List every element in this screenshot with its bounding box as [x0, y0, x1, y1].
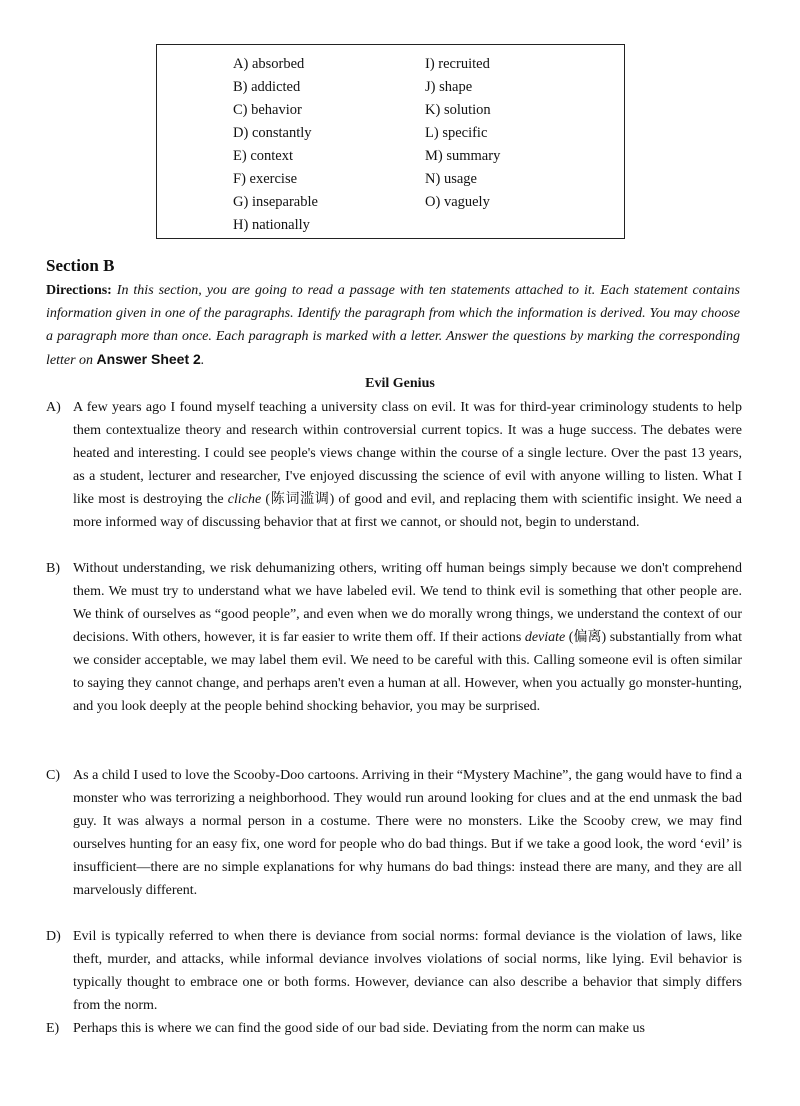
paragraph-text: Without understanding, we risk dehumanizing others, writing off human beings simply because we don't comprehend them. We must try to understand what we have labeled evil. We tend to think evil is something that other people are. We think of ourselves as “good people”, and even when we do morally wrong things, we understand the context of our decisions. With others, however, it is far easier to write them off. If their actions — [73, 561, 742, 645]
answer-sheet-label: Answer Sheet 2 — [96, 351, 201, 368]
paragraph-term: deviate — [524, 630, 566, 645]
option-letter: B) — [233, 79, 248, 95]
option-letter: K) — [425, 102, 441, 118]
word-bank-item — [233, 99, 318, 122]
paragraph-label: D) — [46, 929, 61, 944]
option-letter: G) — [233, 194, 249, 210]
word-bank-item — [233, 191, 318, 214]
option-word: context — [250, 148, 293, 164]
word-bank-item — [425, 168, 500, 191]
option-letter: D) — [233, 125, 249, 141]
passage-title: Evil Genius — [365, 376, 435, 391]
paragraph-gloss: (偏离) — [565, 630, 607, 645]
option-letter: L) — [425, 125, 439, 141]
word-bank-right-column — [425, 53, 500, 214]
option-word: constantly — [251, 125, 312, 141]
word-bank-item — [425, 99, 500, 122]
paragraph-text: As a child I used to love the Scooby-Doo cartoons. Arriving in their “Mystery Machine”, the gang would have to find a monster who was terrorizing a neighborhood. They would run around looking for clues and at the end unmask the bad guy. It was always a normal person in a costume. There were no monsters. Like the Scooby crew, we may find ourselves hunting for an easy fix, one word for people who do bad things. But if we take a good look, the word ‘evil’ is insufficient—there are no simple explanations for why humans do bad things: instead there are many, and they are all marvelously different. — [73, 768, 742, 898]
paragraph-term: cliche — [227, 492, 262, 507]
paragraph-text: Perhaps this is where we can find the good side of our bad side. Deviating from the norm can make us — [73, 1021, 645, 1036]
paragraph-e — [46, 1017, 742, 1040]
option-letter: C) — [233, 102, 248, 118]
word-bank-item — [233, 122, 318, 145]
option-word: shape — [439, 79, 473, 95]
option-letter: O) — [425, 194, 441, 210]
option-letter: N) — [425, 171, 441, 187]
option-word: vaguely — [443, 194, 490, 210]
option-word: usage — [443, 171, 477, 187]
option-word: specific — [442, 125, 488, 141]
word-bank-item — [233, 168, 318, 191]
option-word: recruited — [438, 56, 490, 72]
option-letter: F) — [233, 171, 246, 187]
section-title: Section B — [46, 256, 115, 275]
word-bank-item — [425, 76, 500, 99]
directions-label: Directions: — [46, 283, 112, 298]
directions-text — [46, 283, 740, 368]
option-letter: I) — [425, 56, 435, 72]
paragraph-text: substantially from what we consider acceptable, we may label them evil. We need to be careful with this. Calling someone evil is often similar to saying they cannot change, and perhaps aren't even a human at all. However, when you actually go monster-hunting, and you look deeply at the people behind shocking behavior, you may be surprised. — [73, 630, 743, 714]
word-bank-item — [425, 53, 500, 76]
word-bank-item — [425, 145, 500, 168]
paragraph-text: of good and evil, and replacing them with scientific insight. We need a more informed way of discussing behavior that at first we cannot, or should not, begin to understand. — [73, 492, 743, 530]
paragraph-b — [46, 557, 742, 718]
option-letter: J) — [425, 79, 436, 95]
option-word: solution — [443, 102, 491, 118]
paragraph-c — [46, 764, 742, 902]
word-bank-item — [233, 145, 318, 168]
option-word: nationally — [251, 217, 310, 233]
option-word: exercise — [249, 171, 298, 187]
word-bank-item — [233, 214, 318, 237]
option-letter: A) — [233, 56, 249, 72]
paragraph-label: A) — [46, 400, 61, 415]
word-bank-box — [156, 44, 625, 239]
option-word: addicted — [251, 79, 301, 95]
paragraph-text: A few years ago I found myself teaching a university class on evil. It was for third-year criminology students to help them contextualize theory and research within controversial current topics. It was a huge success. The debates were heated and interesting. I could see people's views change within the course of a single lecture. Over the past 13 years, as a student, lecturer and researcher, I've enjoyed discussing the science of evil with anyone willing to listen. What I like most is destroying the — [73, 400, 742, 507]
word-bank-item — [233, 76, 318, 99]
paragraph-label: E) — [46, 1021, 60, 1036]
paragraph-a — [46, 396, 742, 534]
paragraph-text: Evil is typically referred to when there is deviance from social norms: formal deviance is the violation of laws, like theft, murder, and attacks, while informal deviance involves violations of social norms, like lying. Evil behavior is typically thought to embrace one or both forms. However, deviance can also describe a behavior that simply differs from the norm. — [73, 929, 742, 1013]
word-bank-left-column — [233, 53, 318, 237]
option-letter: E) — [233, 148, 247, 164]
directions — [46, 280, 740, 373]
paragraph-label: C) — [46, 768, 60, 783]
word-bank-item — [425, 191, 500, 214]
paragraph-d — [46, 925, 742, 1017]
option-word: absorbed — [251, 56, 305, 72]
word-bank-item — [233, 53, 318, 76]
directions-end: . — [200, 353, 205, 369]
word-bank-item — [425, 122, 500, 145]
paragraph-label: B) — [46, 561, 60, 576]
option-letter: H) — [233, 217, 249, 233]
option-word: summary — [446, 148, 501, 164]
option-letter: M) — [425, 148, 443, 164]
directions-body: In this section, you are going to read a passage with ten statements attached to it. Each statement contains information given in one of the paragraphs. Identify the paragraph from which the information is derived. You may choose a paragraph more than once. Each paragraph is marked with a letter. Answer the questions by marking the corresponding letter on — [46, 283, 740, 369]
option-word: behavior — [251, 102, 302, 118]
option-word: inseparable — [251, 194, 318, 210]
paragraph-gloss: (陈词滥调) — [261, 492, 335, 507]
